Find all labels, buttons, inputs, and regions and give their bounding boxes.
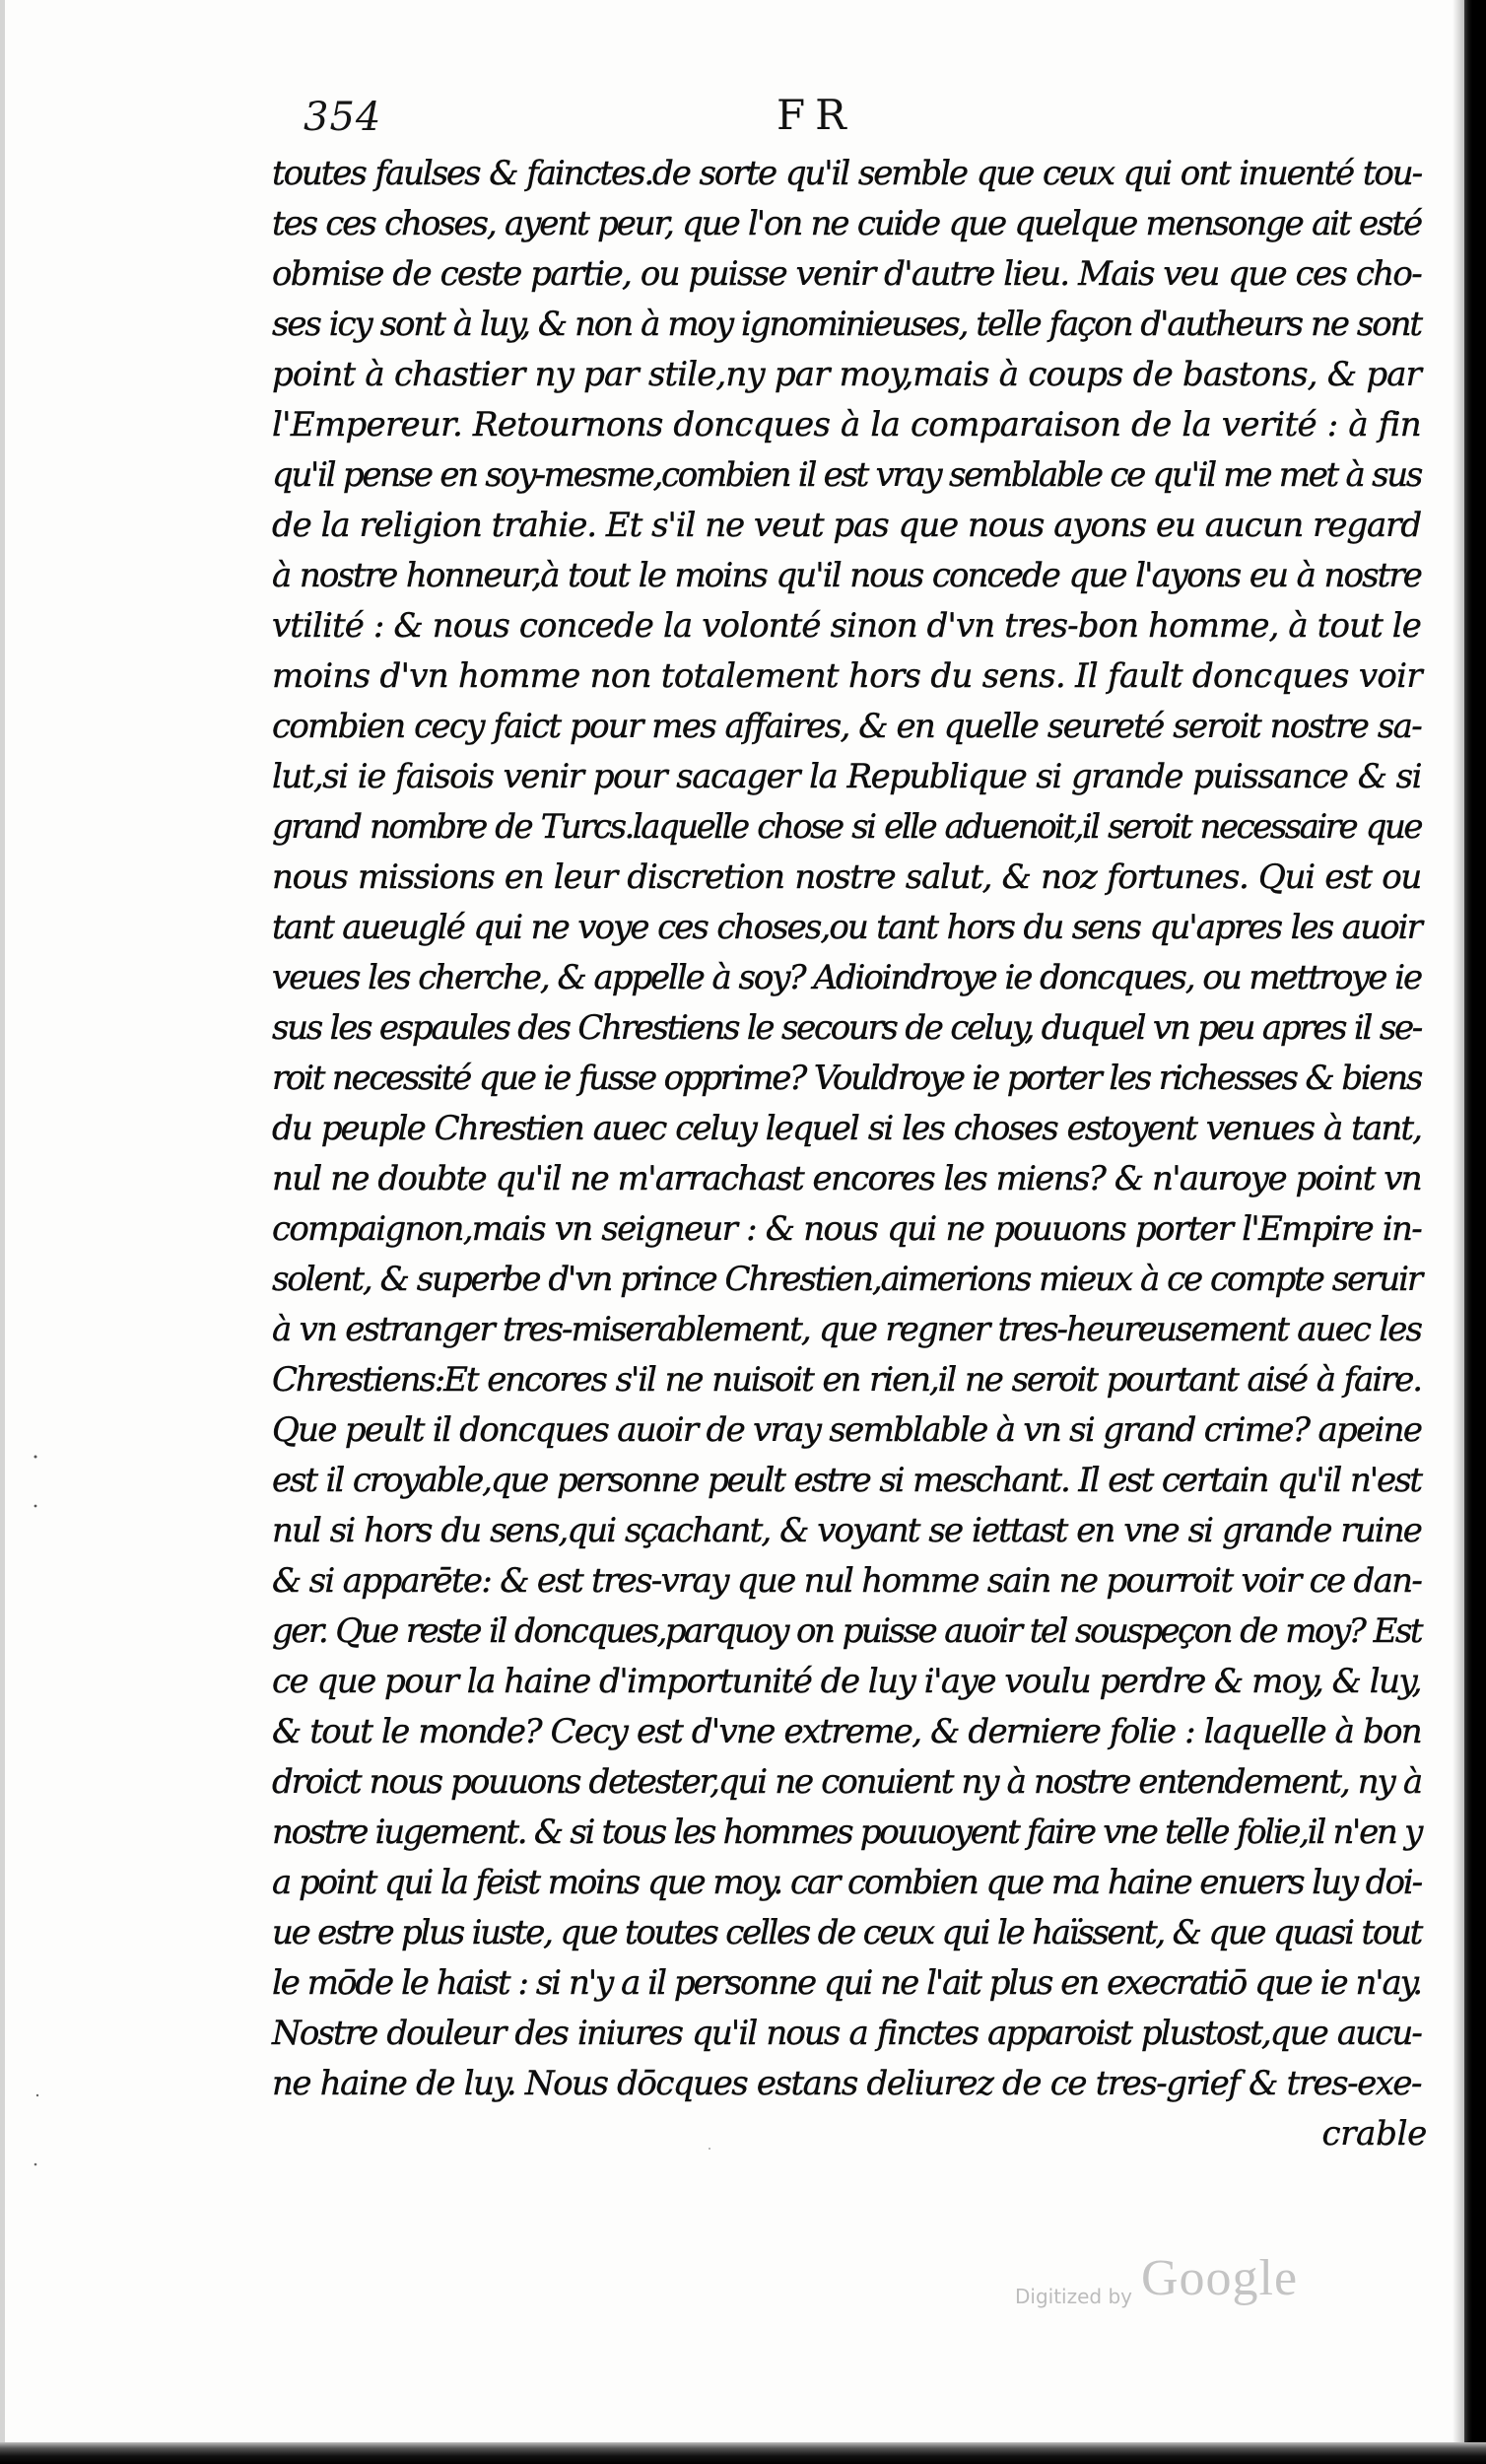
text-line: est il croyable,que personne peult estre si meschant. Il est certain qu'il n'est [272,1461,1421,1500]
text-line: ce que pour la haine d'importunité de luy i'aye voulu perdre & moy, & luy, [272,1662,1421,1701]
page-right-edge [1464,0,1486,2464]
text-line: nul si hors du sens,qui sçachant, & voyant se iettast en vne si grande ruine [272,1511,1421,1550]
text-line: veues les cherche, & appelle à soy? Adioindroye ie doncques, ou mettroye ie [272,958,1421,997]
text-line: Chrestiens:Et encores s'il ne nuisoit en rien,il ne seroit pourtant aisé à faire. [272,1360,1421,1400]
text-line: sus les espaules des Chrestiens le secours de celuy, duquel vn peu apres il se- [272,1008,1421,1048]
text-line: compaignon,mais vn seigneur : & nous qui ne pouuons porter l'Empire in- [272,1209,1421,1249]
text-line: a point qui la feist moins que moy. car combien que ma haine enuers luy doi- [272,1863,1421,1902]
page-bottom-edge [0,2442,1486,2464]
page-gutter-shadow [1452,0,1464,2464]
text-line: lut,si ie faisois venir pour sacager la Republique si grande puissance & si [272,757,1421,796]
text-line: ses icy sont à luy, & non à moy ignominieuses, telle façon d'autheurs ne sont [272,305,1421,344]
text-line: toutes faulses & fainctes.de sorte qu'il semble que ceux qui ont inuenté tou- [272,154,1421,193]
text-line: tant aueuglé qui ne voye ces choses,ou tant hors du sens qu'apres les auoir [272,908,1421,947]
text-line: droict nous pouuons detester,qui ne conuient ny à nostre entendement, ny à [272,1762,1421,1802]
text-line: roit necessité que ie fusse opprime? Vouldroye ie porter les richesses & biens [272,1059,1421,1098]
text-line: ne haine de luy. Nous dōcques estans deliurez de ce tres-grief & tres-exe- [272,2064,1421,2103]
text-line: ue estre plus iuste, que toutes celles de ceux qui le haïssent, & que quasi tout [272,1913,1421,1952]
text-line: solent, & superbe d'vn prince Chrestien,aimerions mieux à ce compte seruir [272,1260,1421,1299]
text-line: & si apparēte: & est tres-vray que nul homme sain ne pourroit voir ce dan- [272,1561,1422,1601]
page-number: 354 [304,95,382,140]
google-logo: Google [1141,2250,1299,2306]
catchword: crable [1321,2114,1427,2154]
digitized-watermark [1015,2249,1330,2318]
text-line: Que peult il doncques auoir de vray semblable à vn si grand crime? apeine [272,1410,1422,1450]
watermark-prefix: Digitized by [1015,2285,1132,2308]
running-head: FR [777,91,856,139]
text-line: nostre iugement. & si tous les hommes pouuoyent faire vne telle folie,il n'en y [272,1813,1421,1852]
text-line: nul ne doubte qu'il ne m'arrachast encores les miens? & n'auroye point vn [272,1159,1421,1198]
text-line: du peuple Chrestien auec celuy lequel si les choses estoyent venues à tant, [272,1109,1421,1148]
text-line: qu'il pense en soy-mesme,combien il est vray semblable ce qu'il me met à sus [272,455,1421,495]
text-line: Nostre douleur des iniures qu'il nous a finctes apparoist plustost,que aucu- [272,2014,1421,2053]
text-line: ger. Que reste il doncques,parquoy on puisse auoir tel souspeçon de moy? Est [272,1611,1421,1651]
text-line: nous missions en leur discretion nostre salut, & noz fortunes. Qui est ou [272,857,1421,897]
text-line: à vn estranger tres-miserablement, que regner tres-heureusement auec les [272,1310,1421,1349]
text-line: à nostre honneur,à tout le moins qu'il nous concede que l'ayons eu à nostre [272,556,1421,595]
text-line: grand nombre de Turcs.laquelle chose si elle aduenoit,il seroit necessaire que [272,807,1421,847]
text-line: moins d'vn homme non totalement hors du sens. Il fault doncques voir [272,656,1422,696]
text-line: de la religion trahie. Et s'il ne veut pas que nous ayons eu aucun regard [272,506,1421,545]
text-line: & tout le monde? Cecy est d'vne extreme, & derniere folie : laquelle à bon [272,1712,1421,1751]
text-line: tes ces choses, ayent peur, que l'on ne cuide que quelque mensonge ait esté [272,204,1421,243]
text-line: combien cecy faict pour mes affaires, & en quelle seureté seroit nostre sa- [272,707,1421,746]
body-text [272,148,1427,2154]
text-line: vtilité : & nous concede la volonté sinon d'vn tres-bon homme, à tout le [272,606,1421,646]
text-line: le mōde le haist : si n'y a il personne qui ne l'ait plus en execratiō que ie n'ay. [272,1963,1421,2003]
text-line: l'Empereur. Retournons doncques à la comparaison de la verité : à fin [272,405,1421,445]
text-line: obmise de ceste partie, ou puisse venir d'autre lieu. Mais veu que ces cho- [272,254,1421,294]
text-line: point à chastier ny par stile,ny par moy,mais à coups de bastons, & par [272,355,1421,394]
